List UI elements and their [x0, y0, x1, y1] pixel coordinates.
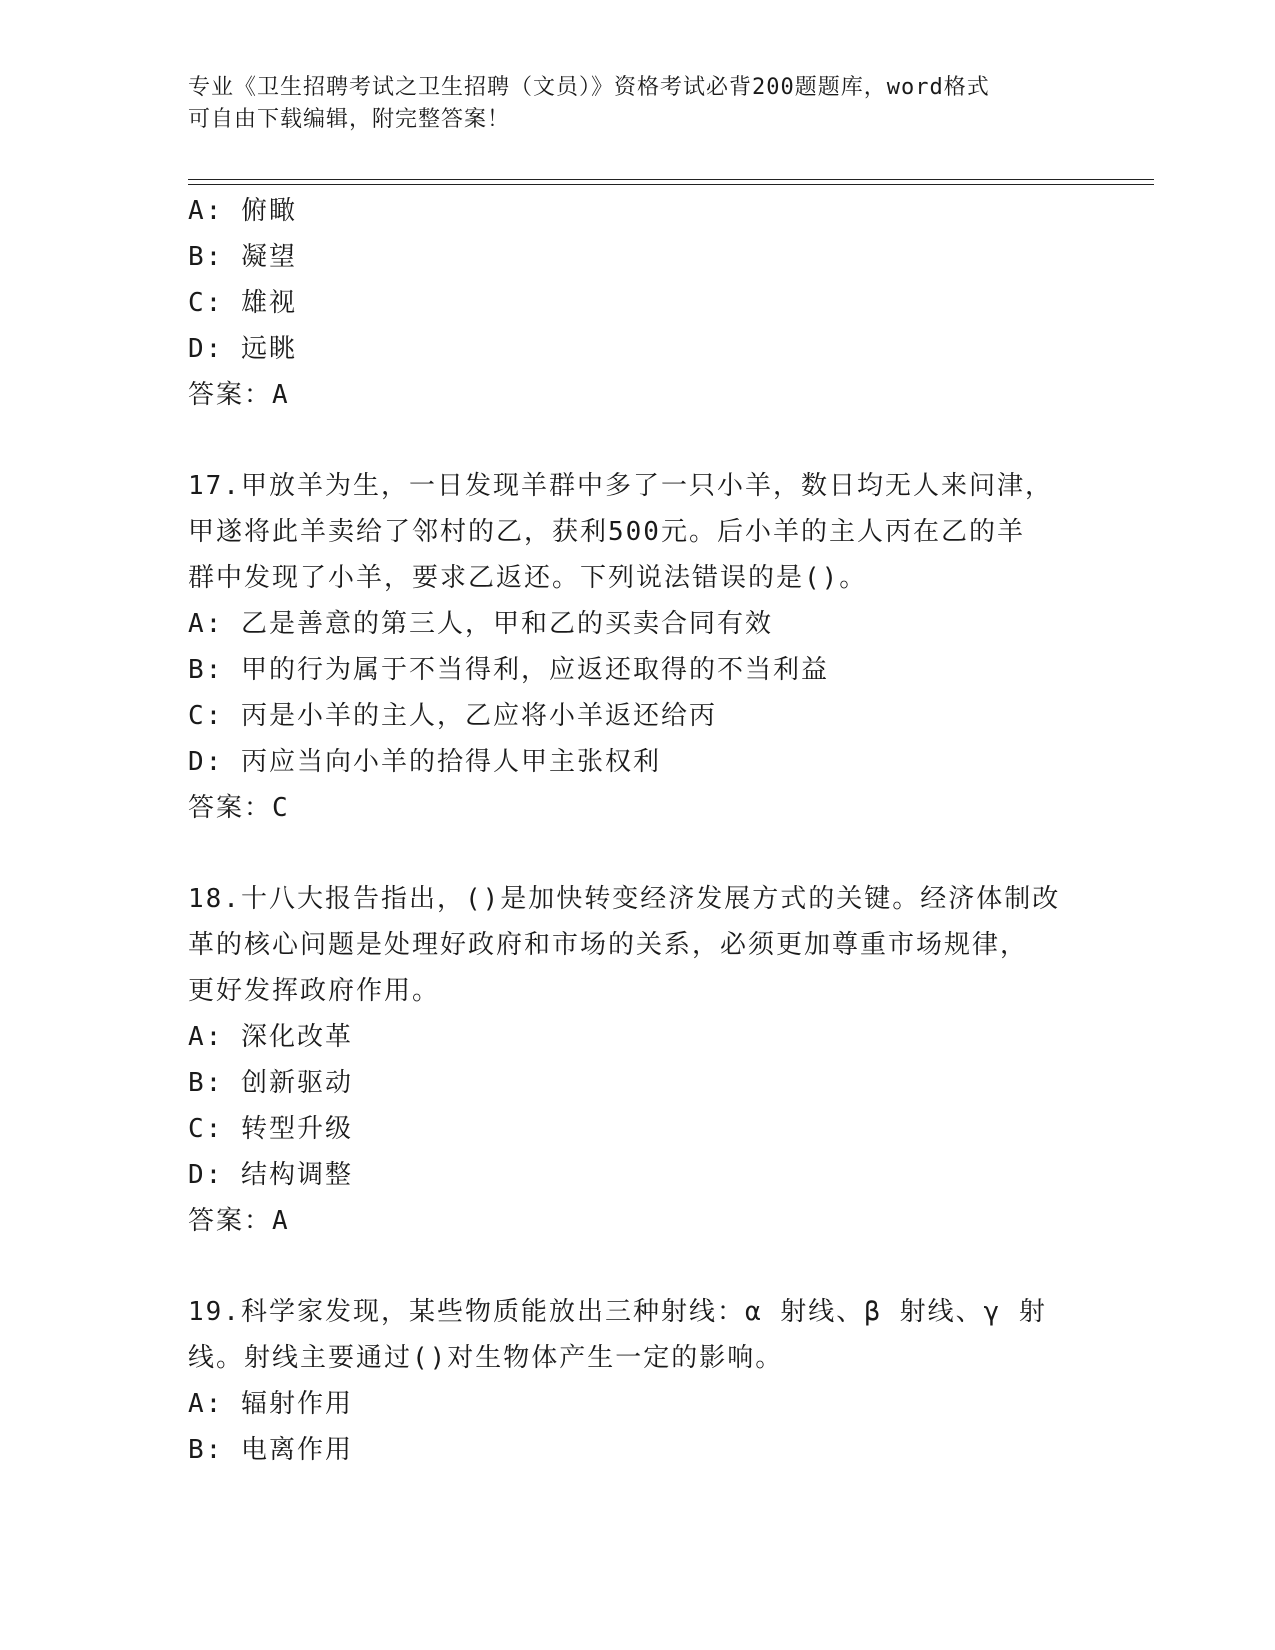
answer-option: A: 俯瞰: [188, 196, 297, 226]
header-line-2: 可自由下载编辑，附完整答案！: [188, 107, 511, 132]
document-header: [188, 72, 1068, 136]
question-text-line: 甲遂将此羊卖给了邻村的乙，获利500元。后小羊的主人丙在乙的羊: [188, 517, 1025, 547]
answer-option: D: 丙应当向小羊的拾得人甲主张权利: [188, 747, 661, 777]
question-text-line: 革的核心问题是处理好政府和市场的关系，必须更加尊重市场规律，: [188, 930, 1029, 960]
answer-option: C: 雄视: [188, 288, 297, 318]
answer-key: 答案：A: [188, 1206, 290, 1236]
question-block: [188, 1289, 1088, 1473]
header-divider-bottom: [188, 184, 1154, 185]
question-text-line: 19.科学家发现，某些物质能放出三种射线：α 射线、β 射线、γ 射: [188, 1297, 1047, 1327]
question-text-line: 线。射线主要通过()对生物体产生一定的影响。: [188, 1343, 784, 1373]
question-block: [188, 463, 1088, 831]
answer-key: 答案：A: [188, 380, 290, 410]
question-text-line: 群中发现了小羊，要求乙返还。下列说法错误的是()。: [188, 563, 868, 593]
answer-option: A: 深化改革: [188, 1022, 353, 1052]
question-text-line: 17.甲放羊为生，一日发现羊群中多了一只小羊，数日均无人来问津，: [188, 471, 1053, 501]
question-block: [188, 876, 1088, 1244]
answer-option: A: 乙是善意的第三人，甲和乙的买卖合同有效: [188, 609, 773, 639]
answer-key: 答案：C: [188, 793, 290, 823]
answer-option: A: 辐射作用: [188, 1389, 353, 1419]
answer-option: B: 创新驱动: [188, 1068, 353, 1098]
question-text-line: 18.十八大报告指出，()是加快转变经济发展方式的关键。经济体制改: [188, 884, 1061, 914]
answer-option: B: 凝望: [188, 242, 297, 272]
answer-option: D: 结构调整: [188, 1160, 353, 1190]
header-line-1: 专业《卫生招聘考试之卫生招聘（文员）》资格考试必背200题题库，word格式: [188, 75, 990, 100]
answer-option: C: 丙是小羊的主人，乙应将小羊返还给丙: [188, 701, 717, 731]
answer-option: B: 甲的行为属于不当得利，应返还取得的不当利益: [188, 655, 829, 685]
answer-option: B: 电离作用: [188, 1435, 353, 1465]
question-text-line: 更好发挥政府作用。: [188, 976, 441, 1006]
answer-option: D: 远眺: [188, 334, 297, 364]
question-block: [188, 188, 1088, 418]
header-divider-top: [188, 179, 1154, 180]
question-list: [188, 188, 1088, 1473]
answer-option: C: 转型升级: [188, 1114, 353, 1144]
